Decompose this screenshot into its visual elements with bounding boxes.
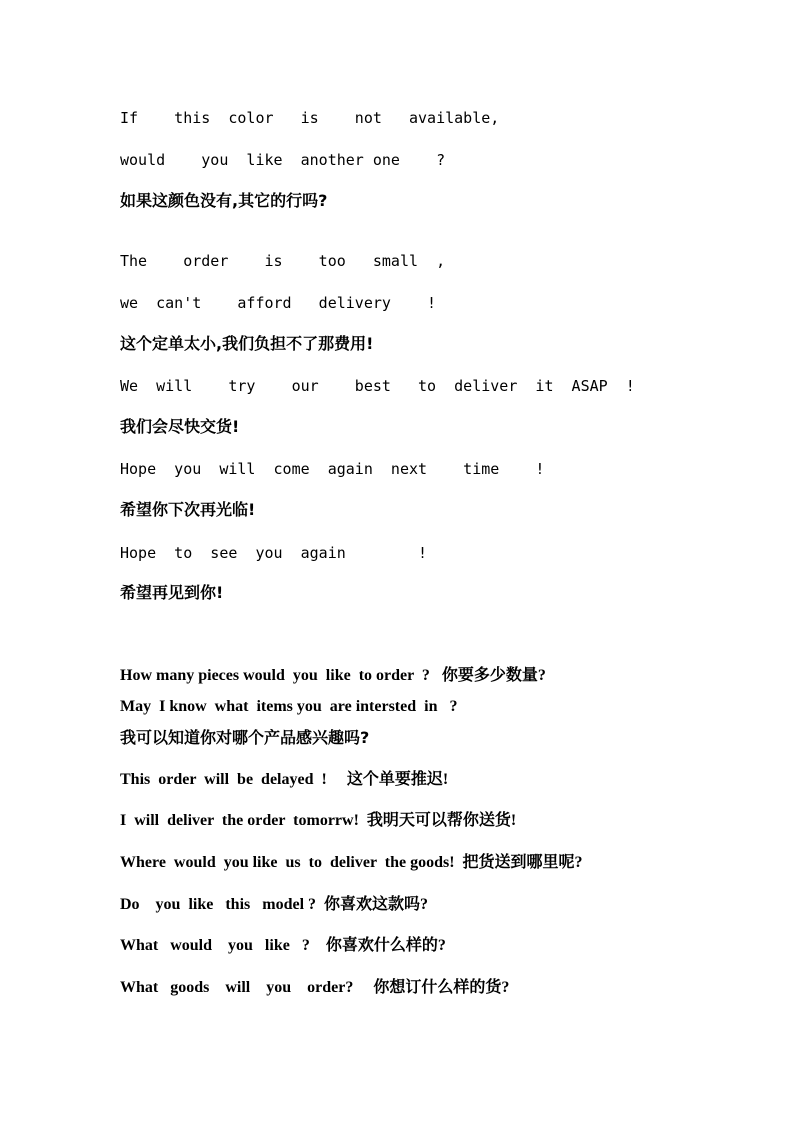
text-line: We will try our best to deliver it ASAP ! [120,377,635,395]
text-line: May I know what items you are intersted in ? [120,698,458,715]
text-line: 希望你下次再光临! [120,500,256,519]
text-line: 如果这颜色没有,其它的行吗? [120,191,328,210]
text-line: The order is too small , [120,252,446,270]
text-line: This order will be delayed ! 这个单要推迟! [120,771,449,788]
text-line: would you like another one ? [120,151,446,169]
text-line: Hope to see you again ! [120,544,428,562]
text-line: What would you like ? 你喜欢什么样的? [120,937,446,954]
text-line: 我可以知道你对哪个产品感兴趣吗? [120,728,370,747]
text-line: I will deliver the order tomorrw! 我明天可以帮你送货! [120,812,517,829]
text-line: we can't afford delivery ! [120,294,437,312]
text-line: 希望再见到你! [120,583,224,602]
text-line: Where would you like us to deliver the goods! 把货送到哪里呢? [120,854,583,871]
text-line: 我们会尽快交货! [120,417,240,436]
text-line: Hope you will come again next time ! [120,460,545,478]
text-line: 这个定单太小,我们负担不了那费用! [120,334,374,353]
text-line: If this color is not available, [120,109,500,127]
text-line: How many pieces would you like to order ? 你要多少数量? [120,667,546,684]
text-line: What goods will you order? 你想订什么样的货? [120,979,510,996]
text-line: Do you like this model ? 你喜欢这款吗? [120,896,429,913]
